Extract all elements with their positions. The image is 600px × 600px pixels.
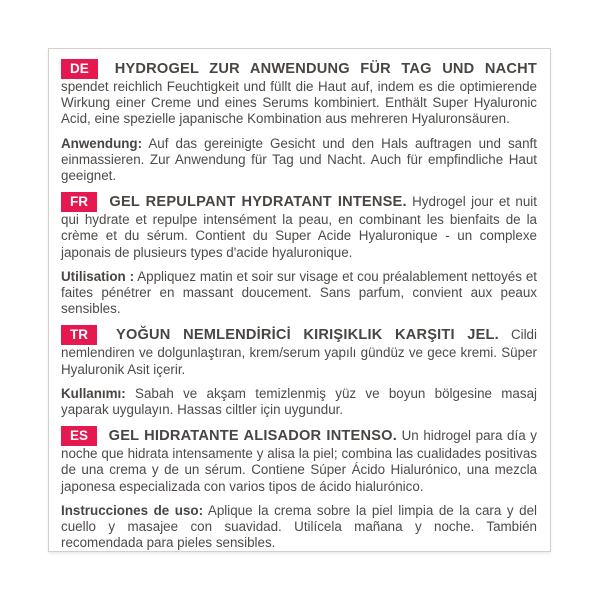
section-tr-description: Cildi nemlendiren ve dolgunlaştıran, krem/serum yapılı gündüz ve gece kremi. Süper Hyaluronik Asit içerir. <box>61 327 537 377</box>
section-de-description: spendet reichlich Feuchtigkeit und füllt die Haut auf, indem es die optimierende Wirkung einer Creme und eines Serums kombiniert. Enthält Super Hyaluronic Acid, eine spezielle japanische Kombination aus mehreren Hyaluronsäuren. <box>61 79 537 127</box>
lang-badge-fr: FR <box>61 192 97 212</box>
section-tr-usage-text: Sabah ve akşam temizlenmiş yüz ve boyun bölgesine masaj yaparak uygulayın. Hassas ciltler için uygundur. <box>61 385 537 418</box>
section-es-description: Un hidrogel para día y noche que hidrata intensamente y alisa la piel; combina las cualidades positivas de una crema y de un sérum. Contiene Súper Ácido Hialurónico, una mezcla japonesa especializada con varios tipos de ácido hialurónico. <box>61 428 537 494</box>
section-de-usage-label: Anwendung: <box>61 135 143 151</box>
section-fr-usage-text: Appliquez matin et soir sur visage et cou préalablement nettoyés et faites pénétrer en massant doucement. Sans parfum, convient aux peaux sensibles. <box>61 268 537 317</box>
section-fr-usage-paragraph <box>61 269 537 318</box>
section-de-usage-text: Auf das gereinigte Gesicht und den Hals auftragen und sanft einmassieren. Zur Anwendung für Tag und Nacht. Auch für empfindliche Haut geeignet. <box>61 135 537 184</box>
section-de-heading-paragraph <box>61 59 537 128</box>
section-es-usage-text: Aplique la crema sobre la piel limpia de la cara y del cuello y masajee con suavidad. Utilícela mañana y noche. También recomendada para pieles sensibles. <box>61 502 538 551</box>
section-es-usage-paragraph <box>61 503 537 552</box>
lang-badge-tr: TR <box>61 325 97 345</box>
lang-badge-de: DE <box>61 59 98 79</box>
section-de-usage-paragraph <box>61 136 537 185</box>
section-tr-usage-label: Kullanımı: <box>61 385 126 401</box>
section-es-usage-label: Instrucciones de uso: <box>61 502 204 518</box>
section-de-title: HYDROGEL ZUR ANWENDUNG FÜR TAG UND NACHT <box>114 61 537 77</box>
lang-badge-es: ES <box>61 426 97 446</box>
section-fr-title: GEL REPULPANT HYDRATANT INTENSE. <box>109 194 407 211</box>
section-fr-heading-paragraph <box>61 192 537 261</box>
section-es-heading-paragraph <box>61 426 537 495</box>
leaflet-panel <box>48 48 551 552</box>
section-fr-description: Hydrogel jour et nuit qui hydrate et repulpe intensément la peau, en combinant les bienfaits de la crème et du sérum. Contient du Super Acide Hyaluronique - un complexe japonais de plusieurs types d'acide hyaluronique. <box>61 194 537 260</box>
section-fr-usage-label: Utilisation : <box>61 268 135 284</box>
section-tr-heading-paragraph <box>61 325 537 377</box>
section-tr-title: YOĞUN NEMLENDİRİCİ KIRIŞIKLIK KARŞITI JEL. <box>116 327 499 344</box>
section-es-title: GEL HIDRATANTE ALISADOR INTENSO. <box>108 428 397 445</box>
section-tr-usage-paragraph <box>61 386 537 418</box>
